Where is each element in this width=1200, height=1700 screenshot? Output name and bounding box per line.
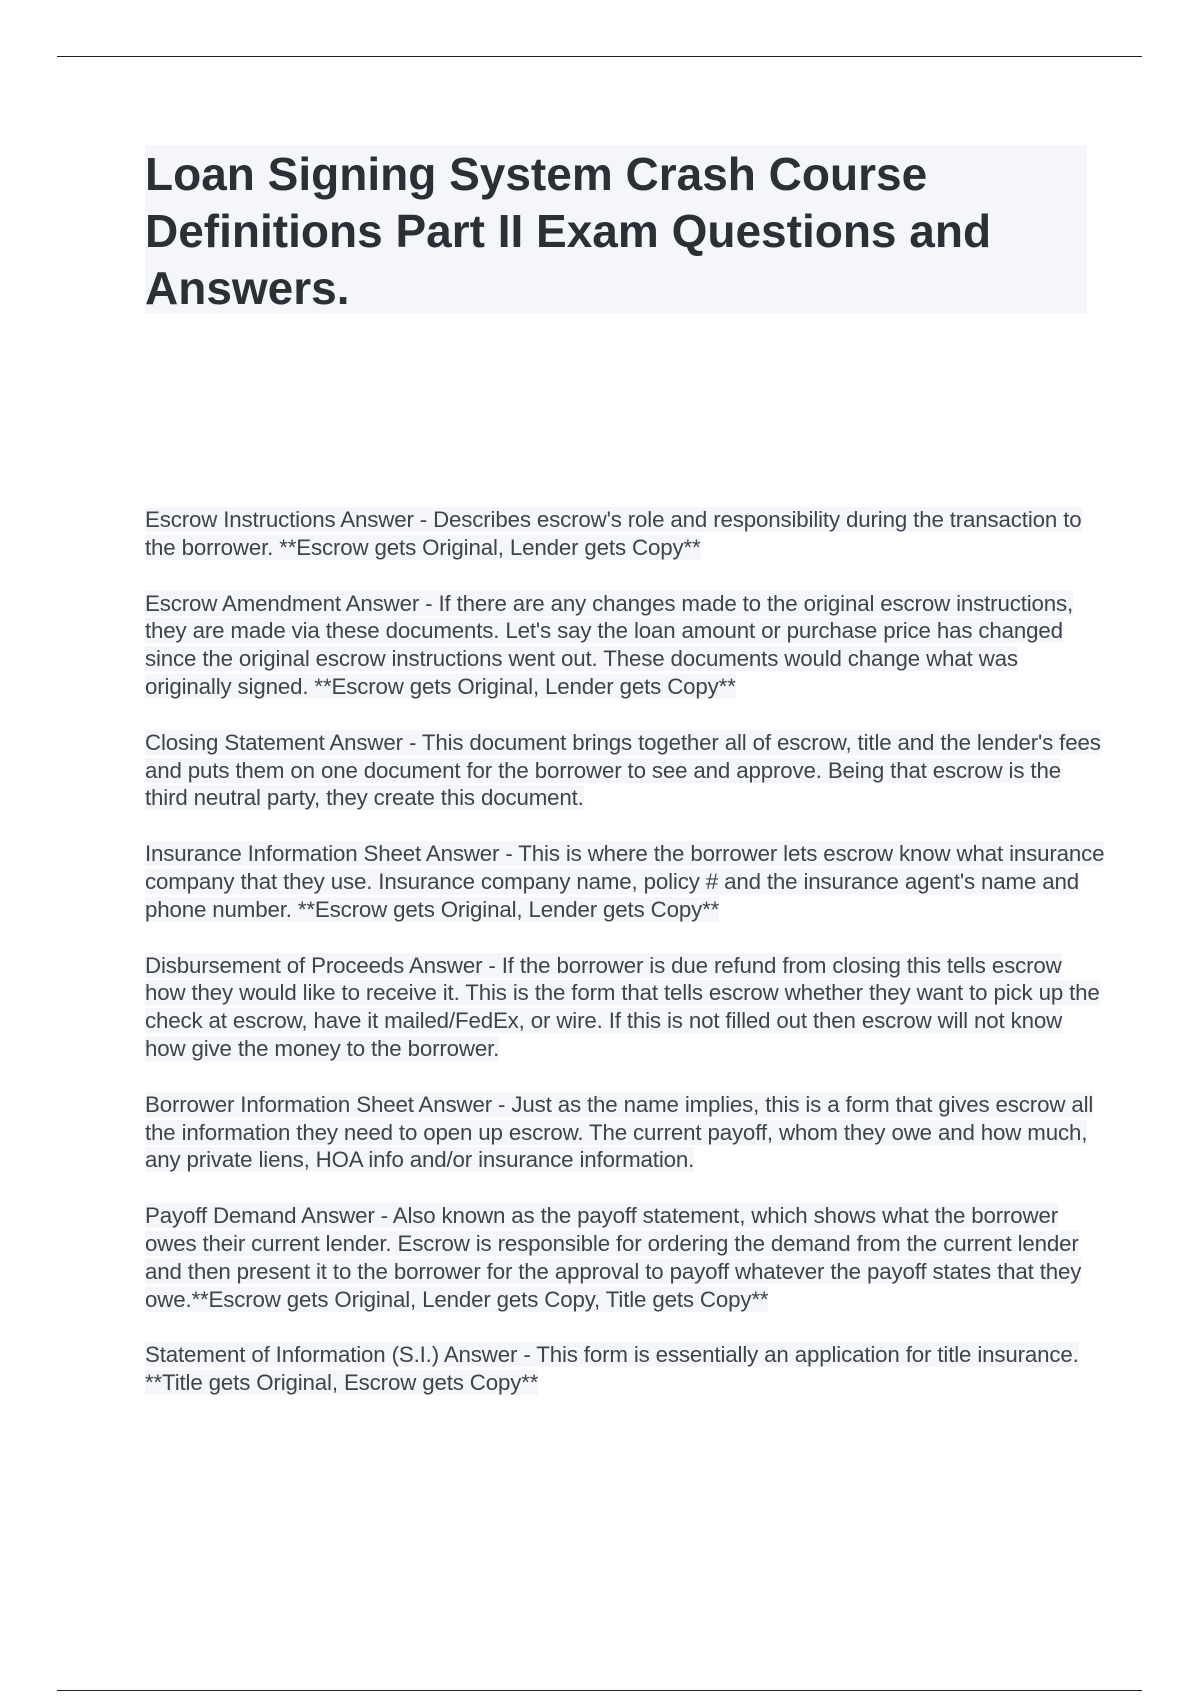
definition-text: Escrow Amendment Answer - If there are any changes made to the original escrow instructions, they are made via these documents. Let's say the loan amount or purchase price has changed since the original escrow instructions went out. These documents would change what was originally signed. **Escrow gets Original, Lender gets Copy**	[145, 590, 1074, 699]
definition-text: Statement of Information (S.I.) Answer - This form is essentially an application for title insurance. **Title gets Original, Escrow gets Copy**	[145, 1342, 1079, 1396]
definition-text: Borrower Information Sheet Answer - Just as the name implies, this is a form that gives escrow all the information they need to open up escrow. The current payoff, whom they owe and how much, any private liens, HOA info and/or insurance information.	[145, 1091, 1094, 1173]
document-title: Loan Signing System Crash Course Definitions Part II Exam Questions and Answers.	[145, 148, 992, 314]
definition-text: Closing Statement Answer - This document brings together all of escrow, title and the lender's fees and puts them on one document for the borrower to see and approve. Being that escrow is the third neutral party, they create this document.	[145, 729, 1101, 811]
definition-text: Payoff Demand Answer - Also known as the payoff statement, which shows what the borrower owes their current lender. Escrow is responsible for ordering the demand from the current lender and then present it to the borrower for the approval to payoff whatever the payoff states that they owe.**Escrow gets Original, Lender gets Copy, Title gets Copy**	[145, 1203, 1082, 1312]
definition-text: Escrow Instructions Answer - Describes escrow's role and responsibility during the transaction to the borrower. **Escrow gets Original, Lender gets Copy**	[145, 507, 1082, 560]
definition-entry	[145, 1202, 1105, 1313]
definition-entry	[145, 1341, 1105, 1397]
bottom-divider	[57, 1690, 1142, 1691]
definition-entry	[145, 952, 1105, 1063]
definition-entry	[145, 729, 1105, 812]
definition-text: Insurance Information Sheet Answer - This is where the borrower lets escrow know what insurance company that they use. Insurance company name, policy # and the insurance agent's name and phone number. **Escrow gets Original, Lender gets Copy**	[145, 841, 1105, 922]
title-block	[145, 145, 1087, 313]
definition-entry	[145, 1091, 1105, 1174]
definition-entry	[145, 506, 1105, 562]
definition-entry	[145, 840, 1105, 923]
definition-text: Disbursement of Proceeds Answer - If the borrower is due refund from closing this tells escrow how they would like to receive it. This is the form that tells escrow whether they want to pick up the check at escrow, have it mailed/FedEx, or wire. If this is not filled out then escrow will not know how give the money to the borrower.	[145, 952, 1100, 1061]
top-divider	[57, 56, 1142, 57]
definitions-list	[145, 506, 1105, 1425]
definition-entry	[145, 590, 1105, 701]
